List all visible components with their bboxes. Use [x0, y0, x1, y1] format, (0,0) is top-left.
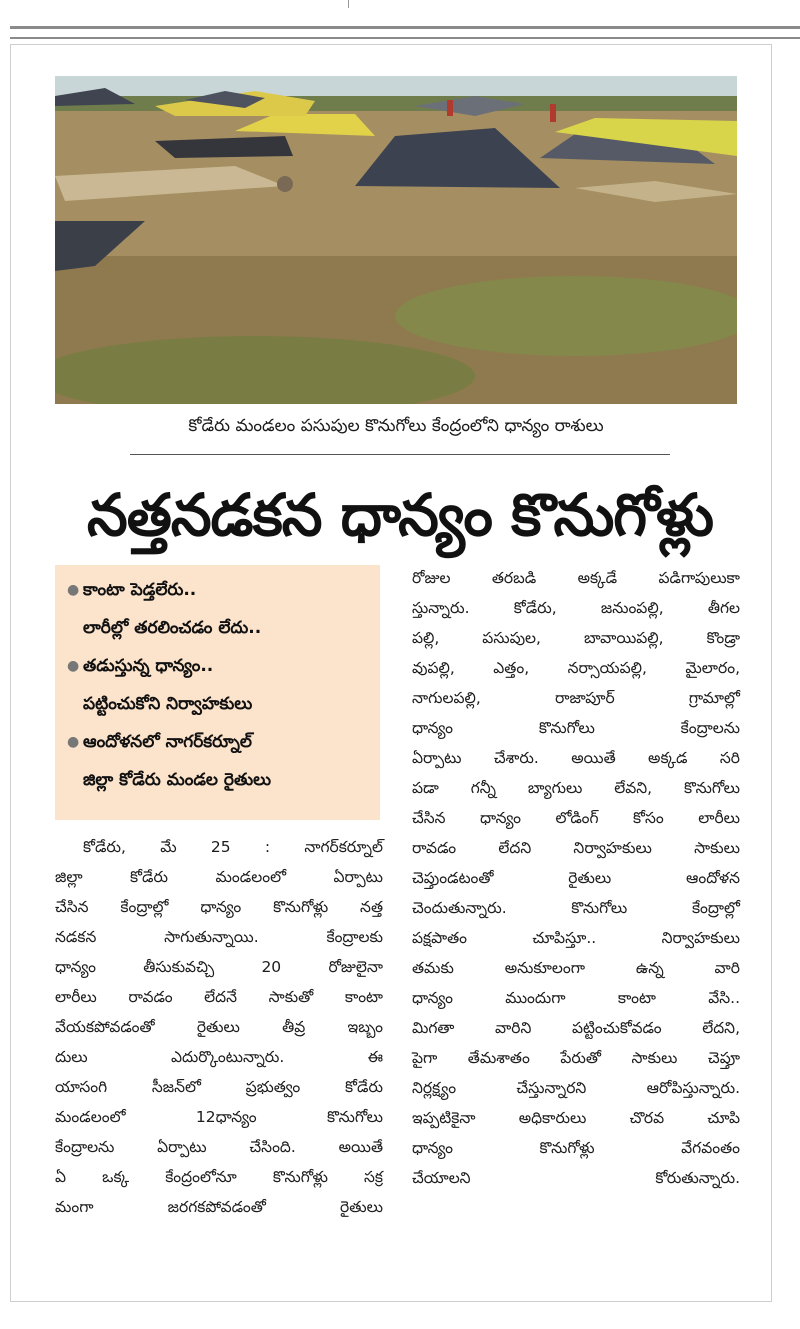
photo-caption: కోడేరు మండలం పసుపుల కొనుగోలు కేంద్రంలోని ధాన్యం రాశులు: [188, 416, 604, 436]
photo-illustration: [55, 76, 737, 404]
text-line: నాగులపల్లి, రాజాపూర్ గ్రామాల్లో: [412, 689, 740, 707]
bullet-icon: ●: [67, 582, 80, 598]
text-line: చేయాలని కోరుతున్నారు.: [412, 1169, 740, 1187]
text-line: స్తున్నారు. కోడేరు, జనుంపల్లి, తీగల: [412, 599, 740, 617]
text-line: చెప్తుండటంతో రైతులు ఆందోళన: [412, 869, 740, 887]
text-line: వేయకపోవడంతో రైతులు తీవ్ర ఇబ్బం: [55, 1018, 383, 1036]
text-line: పల్లి, పసుపుల, బావాయిపల్లి, కొండ్రా: [412, 629, 740, 647]
article-column-right: [412, 563, 740, 1193]
text-line: తమకు అనుకూలంగా ఉన్న వారి: [412, 959, 740, 977]
text-line: చేసిన ధాన్యం లోడింగ్ కోసం లారీలు: [412, 809, 740, 827]
highlight-line: ● కాంటా పెడ్తలేరు..: [67, 571, 372, 609]
article-headline: నత్తనడకన ధాన్యం కొనుగోళ్లు: [87, 481, 713, 549]
fold-mark: [348, 0, 349, 8]
text-line: ఇప్పటికైనా అధికారులు చొరవ చూపి: [412, 1109, 740, 1127]
text-line: నిర్లక్ష్యం చేస్తున్నారని ఆరోపిస్తున్నారు.: [412, 1079, 740, 1097]
text-line: పైగా తేమశాతం పేరుతో సాకులు చెప్తూ: [412, 1049, 740, 1067]
text-line: పడా గన్నీ బ్యాగులు లేవని, కొనుగోలు: [412, 779, 740, 797]
text-line: రావడం లేదని నిర్వాహకులు సాకులు: [412, 839, 740, 857]
text-line: మంగా జరగకపోవడంతో రైతులు: [55, 1198, 383, 1216]
text-line: పక్షపాతం చూపిస్తూ.. నిర్వాహకులు: [412, 929, 740, 947]
highlight-line: పట్టించుకోని నిర్వాహకులు: [83, 694, 253, 714]
text-line: రోజుల తరబడి అక్కడే పడిగాపులుకా: [412, 569, 740, 587]
article-column-left: [55, 832, 383, 1222]
text-line: ఏర్పాటు చేశారు. అయితే అక్కడ సరి: [412, 749, 740, 767]
text-line: మిగతా వారిని పట్టించుకోవడం లేదని,: [412, 1019, 740, 1037]
text-line: మండలంలో 12ధాన్యం కొనుగోలు: [55, 1108, 383, 1126]
text-line: చెందుతున్నారు. కొనుగోలు కేంద్రాల్లో: [412, 899, 740, 917]
text-line: కేంద్రాలను ఏర్పాటు చేసింది. అయితే: [55, 1138, 383, 1156]
text-line: నడకన సాగుతున్నాయి. కేంద్రాలకు: [55, 928, 383, 946]
masthead-rule: [10, 26, 800, 39]
highlight-line: ● ఆందోళనలో నాగర్‌కర్నూల్: [67, 723, 372, 761]
text-line: కోడేరు, మే 25 : నాగర్‌కర్నూల్: [83, 838, 383, 856]
grain-heaps-photo: [55, 76, 737, 404]
text-line: ధాన్యం ముందుగా కాంటా వేసి..: [412, 989, 740, 1007]
highlight-line: జిల్లా కోడేరు మండల రైతులు: [83, 770, 272, 790]
caption-divider: [130, 454, 670, 455]
text-line: ఏ ఒక్క కేంద్రంలోనూ కొనుగోళ్లు సక్ర: [55, 1168, 383, 1186]
text-line: ధాన్యం కొనుగోలు కేంద్రాలను: [412, 719, 740, 737]
text-line: జిల్లా కోడేరు మండలంలో ఏర్పాటు: [55, 868, 383, 886]
text-line: ధాన్యం కొనుగోళ్లు వేగవంతం: [412, 1139, 740, 1157]
bullet-icon: ●: [67, 734, 80, 750]
text-line: వుపల్లి, ఎత్తం, నర్సాయపల్లి, మైలారం,: [412, 659, 740, 677]
highlight-line: లారీల్లో తరలించడం లేదు..: [83, 618, 262, 638]
text-line: ధాన్యం తీసుకువచ్చి 20 రోజులైనా: [55, 958, 383, 976]
bullet-icon: ●: [67, 658, 80, 674]
highlights-box: [55, 565, 380, 820]
text-line: చేసిన కేంద్రాల్లో ధాన్యం కొనుగోళ్లు నత్త: [55, 898, 383, 916]
highlight-line: ● తడుస్తున్న ధాన్యం..: [67, 647, 372, 685]
text-line: లారీలు రావడం లేదనే సాకుతో కాంటా: [55, 988, 383, 1006]
text-line: యాసంగి సీజన్‌లో ప్రభుత్వం కోడేరు: [55, 1078, 383, 1096]
text-line: దులు ఎదుర్కొంటున్నారు. ఈ: [55, 1048, 383, 1066]
